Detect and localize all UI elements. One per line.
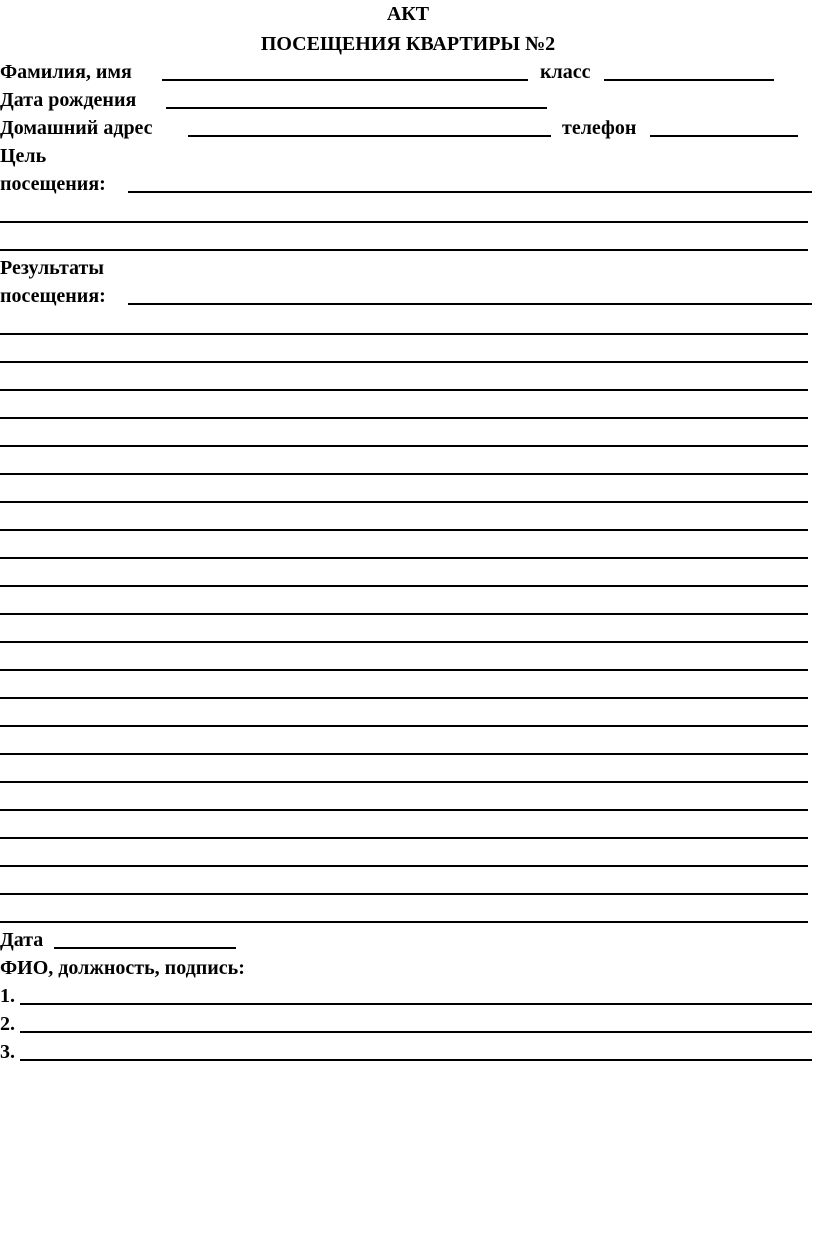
- purpose-line[interactable]: [128, 191, 812, 193]
- signature-number-1: 1.: [0, 985, 15, 1007]
- purpose-line[interactable]: [0, 221, 808, 223]
- results-line[interactable]: [0, 333, 808, 335]
- results-line[interactable]: [0, 445, 808, 447]
- purpose-label-line2: посещения:: [0, 173, 106, 195]
- results-line[interactable]: [0, 641, 808, 643]
- results-line[interactable]: [128, 303, 812, 305]
- surname-name-label: Фамилия, имя: [0, 61, 132, 83]
- date-label: Дата: [0, 929, 44, 951]
- class-line[interactable]: [604, 79, 774, 81]
- signature-line-1[interactable]: [20, 1003, 812, 1005]
- results-line[interactable]: [0, 921, 808, 923]
- results-line[interactable]: [0, 361, 808, 363]
- results-line[interactable]: [0, 501, 808, 503]
- results-line[interactable]: [0, 613, 808, 615]
- results-line[interactable]: [0, 557, 808, 559]
- results-line[interactable]: [0, 865, 808, 867]
- home-address-label: Домашний адрес: [0, 117, 153, 139]
- home-address-line[interactable]: [188, 135, 551, 137]
- results-line[interactable]: [0, 585, 808, 587]
- results-line[interactable]: [0, 809, 808, 811]
- surname-name-line[interactable]: [162, 79, 528, 81]
- purpose-label-line1: Цель: [0, 145, 47, 167]
- results-line[interactable]: [0, 781, 808, 783]
- document-title: АКТ: [386, 3, 430, 25]
- phone-label: телефон: [562, 117, 637, 139]
- signature-number-3: 3.: [0, 1041, 15, 1063]
- results-line[interactable]: [0, 725, 808, 727]
- document-subtitle: ПОСЕЩЕНИЯ КВАРТИРЫ №2: [260, 33, 556, 55]
- results-label-line2: посещения:: [0, 285, 106, 307]
- results-line[interactable]: [0, 473, 808, 475]
- phone-line[interactable]: [650, 135, 798, 137]
- signature-line-3[interactable]: [20, 1059, 812, 1061]
- results-line[interactable]: [0, 893, 808, 895]
- results-label-line1: Результаты: [0, 257, 104, 279]
- date-line[interactable]: [54, 947, 236, 949]
- birth-date-line[interactable]: [166, 107, 547, 109]
- results-line[interactable]: [0, 669, 808, 671]
- results-line[interactable]: [0, 837, 808, 839]
- class-label: класс: [540, 61, 591, 83]
- results-line[interactable]: [0, 529, 808, 531]
- results-line[interactable]: [0, 753, 808, 755]
- signature-line-2[interactable]: [20, 1031, 812, 1033]
- results-line[interactable]: [0, 697, 808, 699]
- signature-number-2: 2.: [0, 1013, 15, 1035]
- birth-date-label: Дата рождения: [0, 89, 137, 111]
- results-line[interactable]: [0, 389, 808, 391]
- results-line[interactable]: [0, 417, 808, 419]
- signatures-heading: ФИО, должность, подпись:: [0, 957, 245, 979]
- purpose-line[interactable]: [0, 249, 808, 251]
